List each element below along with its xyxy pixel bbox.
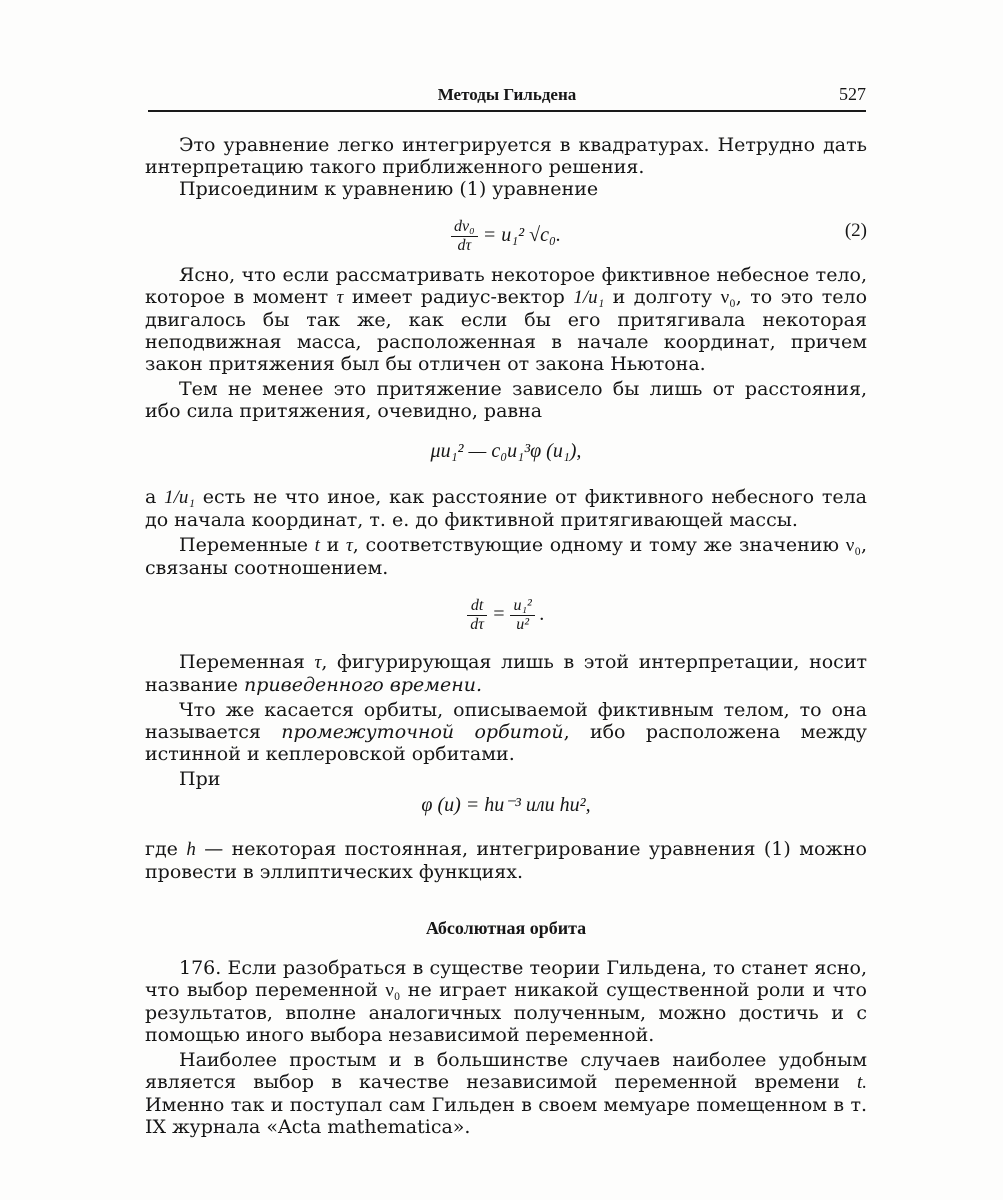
paragraph-11-part-b: не играет никакой существенной роли и что результатов, вполне аналогичных полученным, можно достичь и с помощью иного выбора независимой переменной. bbox=[145, 979, 867, 1046]
equation-force-body: μu₁² — c₀u₁³φ (u₁), bbox=[430, 440, 582, 462]
ratio-lhs-denominator: dτ bbox=[470, 616, 484, 633]
paragraph-3 bbox=[145, 264, 867, 375]
equation-phi-body: φ (u) = hu⁻³ или hu², bbox=[421, 794, 591, 816]
inline-tau: τ bbox=[345, 535, 353, 556]
page-header bbox=[148, 82, 866, 112]
paragraph-3-part-d: , то это тело двигалось бы так же, как если бы его притягивала некоторая неподвижная масса, расположенная в начале координат, причем закон притяжения был бы отличен от закона Ньютона. bbox=[145, 286, 868, 375]
paragraph-5-part-b: есть не что иное, как расстояние от фиктивного небесного тела до начала координат, т. е. до фиктивной притягивающей массы. bbox=[145, 486, 867, 531]
paragraph-10-part-b: — некоторая постоянная, интегрирование уравнения (1) можно провести в эллиптических функциях. bbox=[145, 838, 867, 883]
equation-time-ratio-body bbox=[145, 597, 867, 634]
equation-2-body bbox=[145, 218, 867, 255]
paragraph-10-h: h bbox=[186, 839, 196, 860]
equation-time-ratio bbox=[145, 587, 867, 643]
ratio-rhs-denominator: u² bbox=[516, 616, 530, 633]
paragraph-12 bbox=[145, 1049, 867, 1138]
paragraph-3-part-a: Ясно, что если рассматривать некоторое фиктивное небесное тело, которое в момент bbox=[145, 264, 867, 308]
ratio-equals: = bbox=[491, 603, 506, 626]
inline-nu0-2: ν₀ bbox=[845, 535, 861, 556]
equation-2-rhs: = u₁² √c₀. bbox=[482, 224, 561, 247]
ratio-lhs-fraction bbox=[467, 597, 487, 634]
paragraph-3-tau: τ bbox=[336, 287, 344, 308]
paragraph-6-part-c: , связаны соотношением. bbox=[145, 534, 867, 579]
equation-2-lhs-numerator: dν₀ bbox=[451, 218, 478, 237]
page-number: 527 bbox=[839, 84, 866, 104]
paragraph-11 bbox=[145, 957, 867, 1046]
paragraph-8 bbox=[145, 699, 867, 765]
paragraph-6-and: и bbox=[326, 534, 340, 556]
paragraph-3-part-b: имеет радиус-вектор bbox=[351, 286, 565, 308]
term-intermediate-orbit: промежуточной орбитой bbox=[281, 721, 564, 743]
paragraph-1: Это уравнение легко интегрируется в квадратурах. Нетрудно дать интерпретацию такого приближенного решения. bbox=[145, 134, 867, 178]
paragraph-7 bbox=[145, 651, 867, 696]
term-reduced-time: приведенного времени. bbox=[244, 674, 483, 696]
section-heading: Абсолютная орбита bbox=[425, 918, 587, 938]
equation-phi bbox=[145, 790, 867, 830]
paragraph-8-part-a: Что же касается орбиты, описываемой фиктивным телом, то она называется bbox=[145, 699, 867, 743]
page-body bbox=[145, 134, 867, 1138]
inline-radius-vector: 1/u₁ bbox=[573, 287, 605, 308]
ratio-rhs-numerator: u₁² bbox=[510, 597, 534, 616]
paragraph-5 bbox=[145, 486, 867, 531]
paragraph-12-part-b: Именно так и поступал сам Гильден в своем мемуаре помещенном в т. IX журнала «Acta mathematica». bbox=[145, 1094, 867, 1138]
paragraph-7-part-b: , фигурирующая лишь в этой интерпретации, носит название bbox=[145, 651, 867, 696]
inline-nu0: ν₀ bbox=[720, 287, 736, 308]
inline-radius-vector-2: 1/u₁ bbox=[164, 487, 195, 508]
ratio-lhs-numerator: dt bbox=[467, 597, 487, 616]
equation-force bbox=[145, 430, 867, 478]
paragraph-9: При bbox=[179, 768, 221, 790]
paragraph-11-part-a: 176. Если разобраться в существе теории Гильдена, то станет ясно, что выбор переменной bbox=[145, 957, 867, 1001]
equation-2-lhs-denominator: dτ bbox=[457, 237, 472, 254]
paragraph-12-t: t. bbox=[856, 1072, 867, 1093]
ratio-period: . bbox=[539, 603, 545, 626]
inline-nu0-3: ν₀ bbox=[385, 980, 401, 1001]
paragraph-6-part-b: , соответствующие одному и тому же значению bbox=[352, 534, 840, 556]
paragraph-12-part-a: Наиболее простым и в большинстве случаев наиболее удобным является выбор в качестве независимой переменной времени bbox=[145, 1049, 867, 1093]
running-title: Методы Гильдена bbox=[437, 85, 577, 104]
paragraph-10-part-a: где bbox=[145, 838, 178, 860]
ratio-rhs-fraction bbox=[510, 597, 534, 634]
paragraph-3-part-c: и долготу bbox=[612, 286, 713, 308]
paragraph-6-t: t bbox=[314, 535, 320, 556]
paragraph-2: Присоединим к уравнению (1) уравнение bbox=[179, 178, 599, 200]
equation-2-lhs-fraction bbox=[451, 218, 478, 255]
paragraph-4: Тем не менее это притяжение зависело бы лишь от расстояния, ибо сила притяжения, очевидно, равна bbox=[145, 378, 867, 422]
paragraph-6 bbox=[145, 534, 867, 579]
inline-tau-2: τ bbox=[314, 652, 322, 673]
paragraph-6-part-a: Переменные bbox=[179, 534, 308, 556]
paragraph-10 bbox=[145, 838, 867, 883]
equation-2 bbox=[145, 208, 867, 256]
paragraph-8-part-b: , ибо расположена между истинной и кеплеровской орбитами. bbox=[145, 721, 867, 765]
equation-2-number: (2) bbox=[844, 220, 867, 241]
paragraph-7-part-a: Переменная bbox=[179, 651, 305, 673]
paragraph-5-part-a: а bbox=[145, 486, 157, 508]
